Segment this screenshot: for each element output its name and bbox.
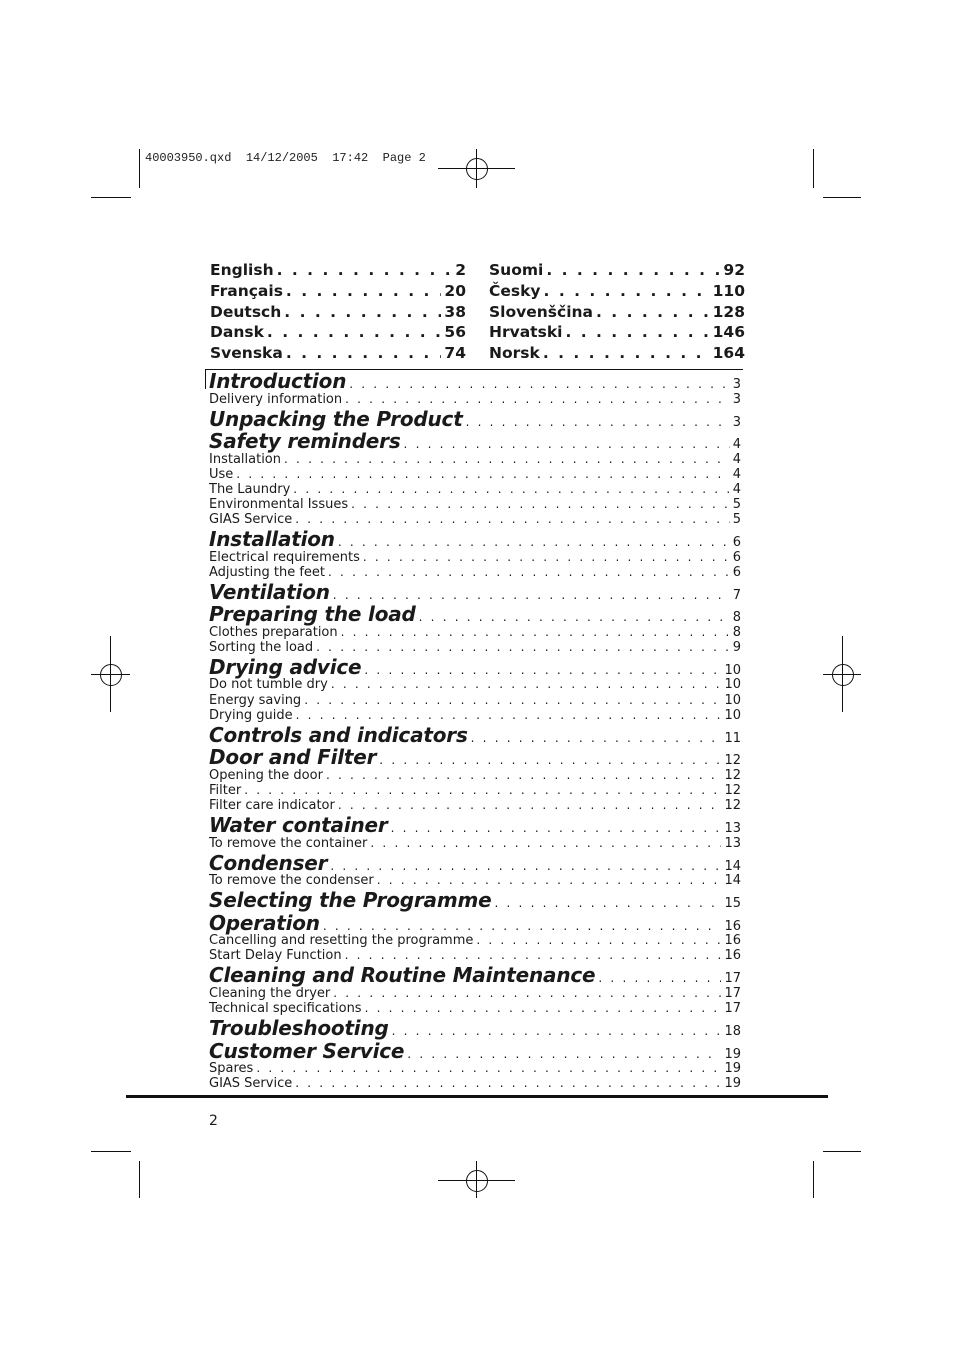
toc-subentry[interactable] (209, 512, 741, 527)
toc-subentry[interactable] (209, 1076, 741, 1091)
leader-dots (295, 512, 729, 526)
toc-page-number: 16 (724, 948, 741, 964)
toc-label: Safety reminders (209, 429, 401, 454)
crop-mark (823, 1151, 861, 1152)
leader-dots (341, 625, 730, 639)
toc-label: Spares (209, 1061, 254, 1077)
toc-label: Do not tumble dry (209, 677, 328, 693)
toc-page-number: 18 (724, 1024, 741, 1040)
toc-page-number: 6 (732, 549, 741, 565)
language-entry[interactable]: Hrvatski . . . 146 (489, 323, 745, 344)
toc-heading[interactable] (209, 429, 741, 452)
page-number: 2 (209, 1113, 218, 1129)
toc-subentry[interactable] (209, 625, 741, 640)
leader-dots (333, 986, 721, 1000)
toc-subentry[interactable] (209, 467, 741, 482)
toc-page-number: 19 (724, 1061, 741, 1077)
toc-page-number: 4 (732, 466, 741, 482)
toc-label: Energy saving (209, 692, 302, 708)
leader-dots (379, 753, 721, 767)
toc-subentry[interactable] (209, 933, 741, 948)
leader-dots (349, 377, 729, 391)
toc-label: Selecting the Programme (209, 888, 492, 913)
toc-label: GIAS Service (209, 1076, 293, 1092)
leader-dots (256, 1061, 721, 1075)
language-index-left (210, 261, 466, 365)
toc-page-number: 5 (732, 496, 741, 512)
toc-page-number: 16 (724, 933, 741, 949)
toc-label: Drying advice (209, 654, 362, 679)
toc-label: Cleaning and Routine Maintenance (209, 963, 596, 988)
leader-dots (565, 323, 709, 341)
crop-mark (813, 149, 814, 188)
toc-subentry[interactable] (209, 948, 741, 963)
leader-dots (326, 768, 722, 782)
table-of-contents (209, 369, 741, 1091)
language-entry[interactable]: Česky . . . 110 (489, 282, 745, 303)
leader-dots (345, 392, 730, 406)
toc-subentry[interactable] (209, 640, 741, 655)
toc-subentry[interactable] (209, 452, 741, 467)
toc-label: Start Delay Function (209, 948, 342, 964)
toc-page-number: 10 (724, 692, 741, 708)
leader-dots (391, 821, 722, 835)
toc-heading[interactable] (209, 602, 741, 625)
leader-dots (333, 588, 730, 602)
toc-subentry[interactable] (209, 693, 741, 708)
leader-dots (471, 731, 722, 745)
toc-label: Troubleshooting (209, 1016, 389, 1041)
leader-dots (236, 467, 729, 481)
language-entry[interactable]: Slovenščina . . . 128 (489, 303, 745, 324)
toc-page-number: 12 (724, 782, 741, 798)
leader-dots (365, 1001, 722, 1015)
toc-page-number: 17 (724, 1000, 741, 1016)
leader-dots (370, 836, 721, 850)
leader-dots (407, 1047, 721, 1061)
toc-label: GIAS Service (209, 511, 293, 527)
language-entry[interactable]: English . . . 2 (210, 261, 466, 282)
toc-subentry[interactable] (209, 1061, 741, 1076)
crop-mark (813, 1161, 814, 1198)
toc-label: Installation (209, 451, 282, 467)
leader-dots (404, 437, 730, 451)
toc-page-number: 14 (724, 858, 741, 874)
toc-page-number: 3 (732, 377, 741, 392)
toc-subentry[interactable] (209, 482, 741, 497)
toc-heading[interactable] (209, 888, 741, 911)
crop-mark (139, 1161, 140, 1198)
toc-subentry[interactable] (209, 783, 741, 798)
toc-label: Cancelling and resetting the programme (209, 933, 474, 949)
language-entry[interactable]: Dansk . . . 56 (210, 323, 466, 344)
leader-dots (419, 610, 730, 624)
crop-mark (91, 1151, 131, 1152)
toc-heading[interactable] (209, 1039, 741, 1062)
toc-subentry[interactable] (209, 565, 741, 580)
toc-subentry[interactable] (209, 392, 741, 407)
toc-page-number: 19 (724, 1076, 741, 1092)
toc-page-number: 4 (732, 481, 741, 497)
toc-page-number: 4 (732, 437, 741, 453)
toc-page-number: 17 (724, 985, 741, 1001)
toc-left-rule (205, 369, 206, 389)
toc-subentry[interactable] (209, 497, 741, 512)
toc-label: Installation (209, 527, 335, 552)
toc-heading[interactable] (209, 527, 741, 550)
toc-page-number: 8 (732, 610, 741, 626)
toc-label: Clothes preparation (209, 624, 338, 640)
toc-page-number: 6 (732, 535, 741, 551)
leader-dots (296, 708, 722, 722)
registration-circle-icon (832, 664, 854, 686)
leader-dots (377, 873, 722, 887)
toc-page-number: 7 (732, 587, 741, 603)
leader-dots (331, 677, 722, 691)
leader-dots (476, 933, 721, 947)
toc-label: Water container (209, 813, 388, 837)
leader-dots (363, 550, 730, 564)
toc-label: Use (209, 466, 234, 482)
leader-dots (345, 948, 722, 962)
toc-heading[interactable] (209, 407, 741, 430)
toc-label: Opening the door (209, 767, 323, 783)
toc-heading[interactable] (209, 963, 741, 986)
toc-label: To remove the container (209, 835, 368, 851)
toc-subentry[interactable] (209, 836, 741, 851)
toc-page-number: 4 (732, 451, 741, 467)
registration-circle-icon (100, 664, 122, 686)
toc-page-number: 16 (724, 918, 741, 934)
toc-label: Electrical requirements (209, 549, 360, 565)
leader-dots (286, 344, 442, 362)
toc-label: Door and Filter (209, 745, 377, 770)
toc-label: Customer Service (209, 1038, 405, 1063)
toc-heading[interactable] (209, 911, 741, 934)
toc-page-number: 3 (732, 391, 741, 407)
leader-dots (284, 303, 441, 321)
toc-page-number: 19 (724, 1046, 741, 1062)
toc-heading[interactable] (209, 369, 741, 392)
leader-dots (316, 640, 730, 654)
toc-label: Preparing the load (209, 602, 416, 627)
toc-subentry[interactable] (209, 873, 741, 888)
toc-label: Condenser (209, 850, 328, 875)
toc-subentry[interactable] (209, 677, 741, 692)
toc-label: Drying guide (209, 707, 293, 723)
language-entry[interactable]: Norsk . . . 164 (489, 344, 745, 365)
leader-dots (328, 565, 730, 579)
toc-heading[interactable] (209, 723, 741, 746)
toc-page-number: 6 (732, 564, 741, 580)
print-slug: 40003950.qxd 14/12/2005 17:42 Page 2 (145, 151, 426, 165)
toc-page-number: 10 (724, 662, 741, 678)
leader-dots (338, 535, 730, 549)
toc-label: Introduction (209, 369, 347, 393)
leader-dots (351, 497, 730, 511)
toc-label: The Laundry (209, 481, 291, 497)
leader-dots (323, 919, 722, 933)
leader-dots (286, 282, 442, 300)
toc-page-number: 12 (724, 753, 741, 769)
toc-label: Environmental Issues (209, 496, 349, 512)
leader-dots (295, 1076, 721, 1090)
language-entry[interactable]: Français . . . 20 (210, 282, 466, 303)
leader-dots (494, 896, 721, 910)
toc-subentry[interactable] (209, 708, 741, 723)
toc-label: Cleaning the dryer (209, 985, 331, 1001)
language-entry[interactable]: Svenska . . . 74 (210, 344, 466, 365)
toc-page-number: 8 (732, 624, 741, 640)
toc-subentry[interactable] (209, 768, 741, 783)
language-index-right (489, 261, 745, 365)
toc-page-number: 10 (724, 707, 741, 723)
toc-subentry[interactable] (209, 1001, 741, 1016)
toc-page-number: 3 (732, 414, 741, 430)
toc-page-number: 11 (724, 730, 741, 746)
toc-page-number: 15 (724, 896, 741, 912)
toc-label: Sorting the load (209, 639, 314, 655)
toc-heading[interactable] (209, 745, 741, 768)
toc-label: Controls and indicators (209, 722, 468, 747)
toc-heading[interactable] (209, 813, 741, 836)
leader-dots (277, 261, 453, 279)
leader-dots (543, 344, 710, 362)
leader-dots (284, 452, 730, 466)
toc-label: Ventilation (209, 579, 330, 604)
leader-dots (546, 261, 720, 279)
toc-heading[interactable] (209, 580, 741, 603)
toc-heading[interactable] (209, 1016, 741, 1039)
toc-label: Delivery information (209, 391, 343, 407)
registration-circle-icon (466, 158, 488, 180)
footer-rule (126, 1095, 828, 1098)
toc-heading[interactable] (209, 655, 741, 678)
toc-page-number: 13 (724, 835, 741, 851)
leader-dots (544, 282, 710, 300)
toc-page-number: 12 (724, 767, 741, 783)
leader-dots (338, 798, 722, 812)
toc-label: Adjusting the feet (209, 564, 326, 580)
leader-dots (267, 323, 442, 341)
toc-label: Unpacking the Product (209, 406, 463, 431)
toc-page-number: 9 (732, 639, 741, 655)
leader-dots (392, 1024, 722, 1038)
leader-dots (596, 303, 710, 321)
toc-label: Filter care indicator (209, 797, 335, 813)
registration-circle-icon (466, 1170, 488, 1192)
crop-mark (139, 149, 140, 188)
toc-label: Filter (209, 782, 242, 798)
toc-subentry[interactable] (209, 986, 741, 1001)
toc-page-number: 13 (724, 821, 741, 836)
toc-page-number: 14 (724, 873, 741, 889)
toc-heading[interactable] (209, 851, 741, 874)
toc-page-number: 10 (724, 677, 741, 693)
toc-page-number: 17 (724, 971, 741, 987)
toc-page-number: 12 (724, 797, 741, 813)
leader-dots (330, 859, 721, 873)
leader-dots (466, 415, 730, 429)
leader-dots (598, 971, 721, 985)
crop-mark (823, 197, 861, 198)
toc-label: To remove the condenser (209, 873, 374, 889)
leader-dots (304, 693, 721, 707)
toc-label: Technical specifications (209, 1000, 362, 1016)
toc-subentry[interactable] (209, 550, 741, 565)
toc-page-number: 5 (732, 511, 741, 527)
leader-dots (293, 482, 729, 496)
toc-subentry[interactable] (209, 798, 741, 813)
leader-dots (244, 783, 721, 797)
crop-mark (91, 197, 131, 198)
toc-label: Operation (209, 910, 320, 935)
language-entry[interactable]: Deutsch . . . 38 (210, 303, 466, 324)
language-entry[interactable]: Suomi . . . 92 (489, 261, 745, 282)
leader-dots (364, 663, 721, 677)
